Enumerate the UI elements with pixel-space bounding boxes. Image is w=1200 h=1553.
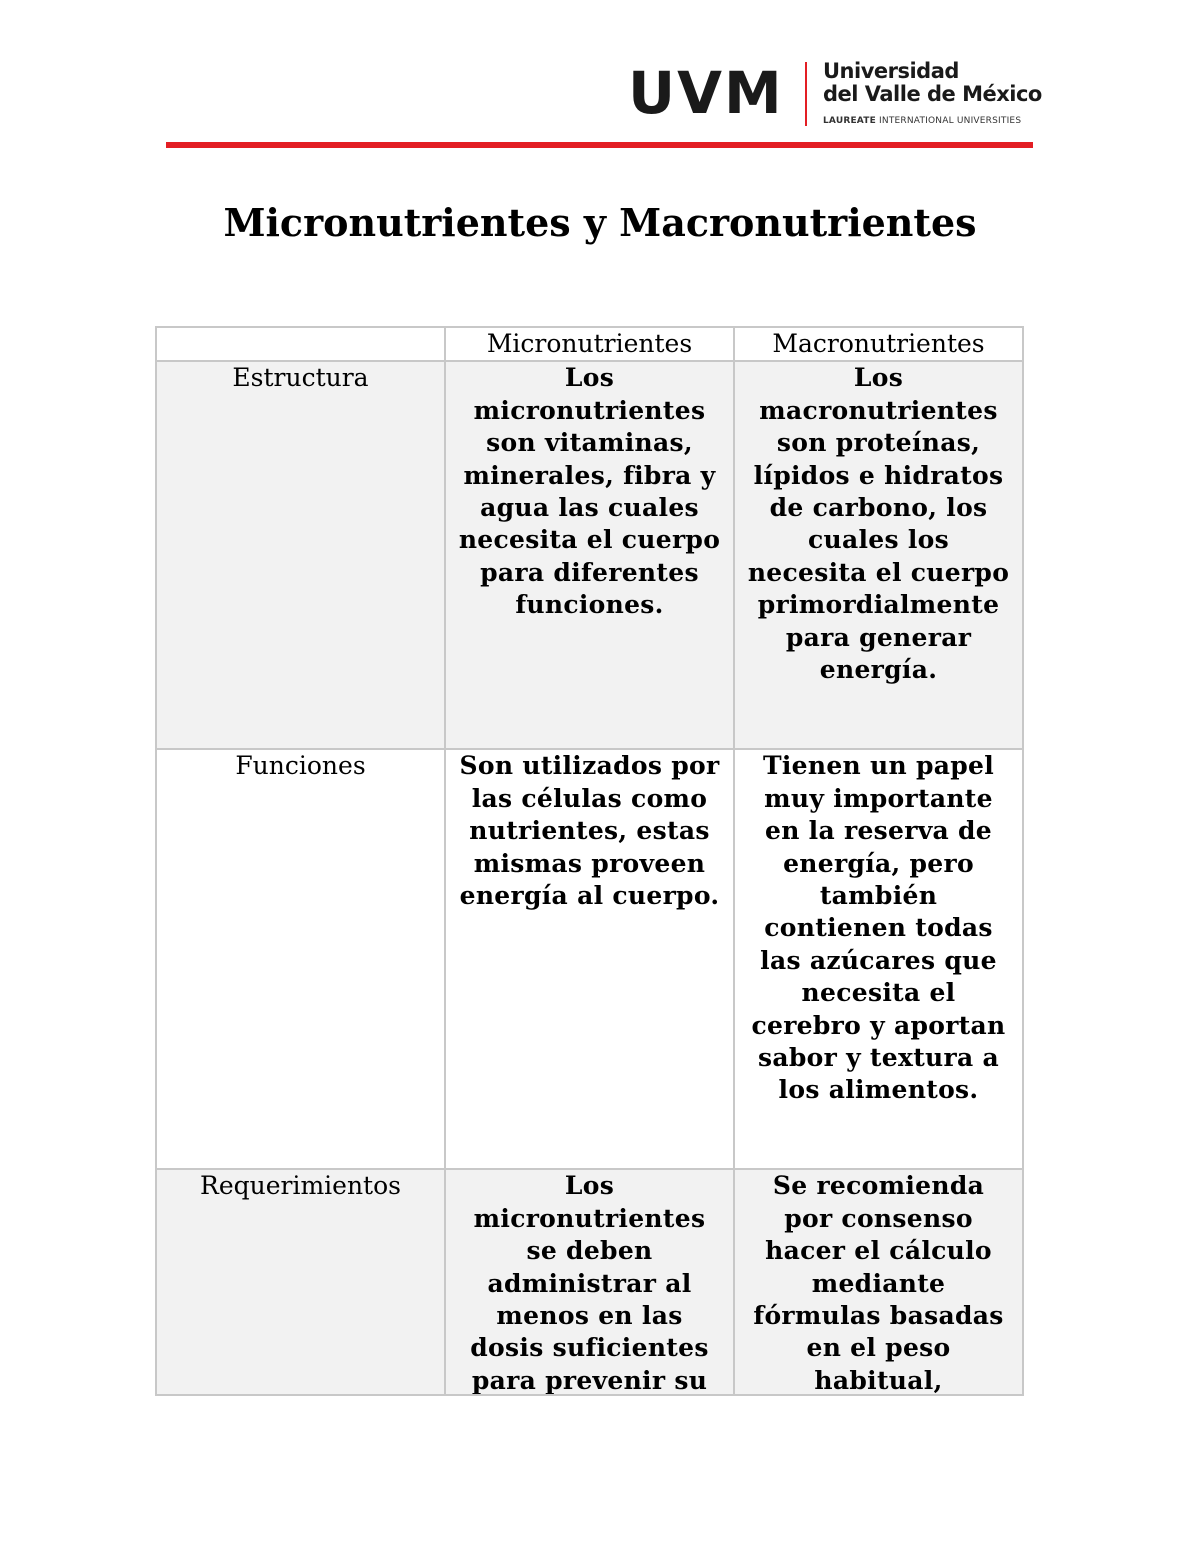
macro-clip: Se recomienda por consenso hacer el cálculo mediante fórmulas basadas en el peso habitual, bbox=[753, 1171, 1004, 1395]
header-cell-micronutrientes: Micronutrientes bbox=[445, 327, 734, 361]
cell-macro-estructura: Los macronutrientes son proteínas, lípidos e hidratos de carbono, los cuales los necesita el cuerpo primordialmente para generar energía. bbox=[734, 361, 1023, 749]
label-clip: Requerimientos bbox=[200, 1171, 401, 1201]
table-row bbox=[156, 361, 1023, 749]
cell-micro-estructura: Los micronutrientes son vitaminas, minerales, fibra y agua las cuales necesita el cuerpo para diferentes funciones. bbox=[445, 361, 734, 749]
cell-macro-requerimientos bbox=[734, 1169, 1023, 1395]
header-rule bbox=[166, 142, 1033, 148]
row-label-requerimientos bbox=[156, 1169, 445, 1395]
micro-clip: Los micronutrientes se deben administrar al menos en las dosis suficientes para prevenir su bbox=[470, 1171, 709, 1395]
university-line-2: del Valle de México bbox=[823, 82, 1042, 106]
laureate-rest: INTERNATIONAL UNIVERSITIES bbox=[875, 116, 1022, 126]
document-title: Micronutrientes y Macronutrientes bbox=[223, 200, 977, 245]
cell-micro-requerimientos bbox=[445, 1169, 734, 1395]
university-line-1: Universidad bbox=[823, 59, 959, 83]
row-label-estructura: Estructura bbox=[156, 361, 445, 749]
row-label-funciones: Funciones bbox=[156, 749, 445, 1169]
cell-micro-funciones: Son utilizados por las células como nutrientes, estas mismas proveen energía al cuerpo. bbox=[445, 749, 734, 1169]
university-name bbox=[823, 60, 1042, 106]
comparison-table bbox=[155, 326, 1024, 1396]
header-cell-macronutrientes: Macronutrientes bbox=[734, 327, 1023, 361]
page-header bbox=[0, 0, 1200, 150]
laureate-bold: LAUREATE bbox=[823, 116, 876, 126]
laureate-tagline bbox=[823, 116, 1021, 127]
table-header-row bbox=[156, 327, 1023, 361]
header-cell-empty bbox=[156, 327, 445, 361]
cell-macro-funciones: Tienen un papel muy importante en la reserva de energía, pero también contienen todas las azúcares que necesita el cerebro y aportan sabor y textura a los alimentos. bbox=[734, 749, 1023, 1169]
logo-divider bbox=[805, 62, 807, 126]
uvm-logo: UVM bbox=[628, 59, 784, 127]
table-row bbox=[156, 749, 1023, 1169]
table-row bbox=[156, 1169, 1023, 1395]
